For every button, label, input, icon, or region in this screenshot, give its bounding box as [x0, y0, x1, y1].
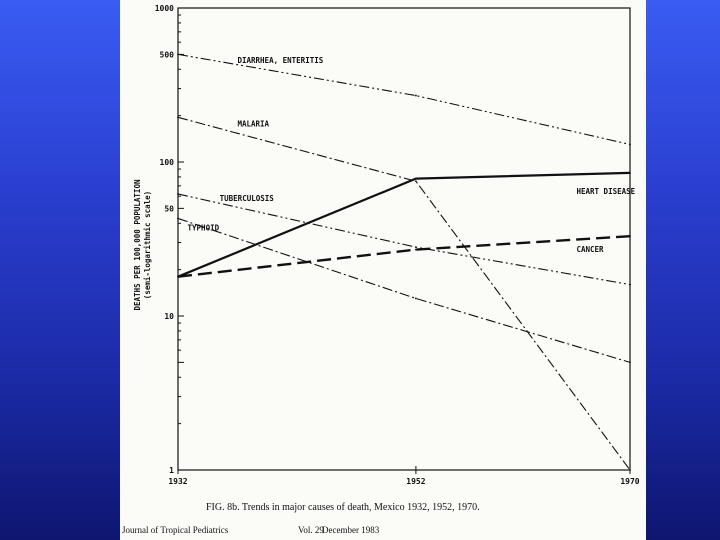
- x-tick-label: 1932: [168, 477, 188, 486]
- y-axis-label-line1: DEATHS PER 100,000 POPULATION: [133, 179, 142, 311]
- data-point-cancer: [415, 249, 417, 251]
- data-point-diarrhea-enteritis: [629, 144, 631, 146]
- series-line-diarrhea-enteritis: [178, 54, 630, 144]
- data-point-cancer: [177, 276, 179, 278]
- data-point-tuberculosis: [177, 193, 179, 195]
- y-tick-label: 50: [164, 204, 174, 214]
- series-label-typhoid: TYPHOID: [187, 223, 220, 233]
- data-point-heart-disease: [629, 172, 631, 174]
- series-line-cancer: [178, 236, 630, 277]
- data-point-cancer: [629, 235, 631, 237]
- y-tick-label: 1000: [154, 4, 174, 13]
- data-point-typhoid: [629, 361, 631, 363]
- y-axis-label-line2: (semi-logarithmic scale): [143, 190, 152, 300]
- series-label-tuberculosis: TUBERCULOSIS: [219, 193, 274, 203]
- series-label-malaria: MALARIA: [237, 119, 270, 129]
- plot-frame: [178, 8, 630, 470]
- journal-name: Journal of Tropical Pediatrics: [122, 525, 229, 535]
- x-tick-label: 1952: [406, 477, 426, 486]
- data-point-tuberculosis: [415, 246, 417, 248]
- data-point-typhoid: [415, 298, 417, 300]
- trend-chart: [120, 0, 646, 540]
- series-label-cancer: CANCER: [576, 245, 604, 255]
- journal-volume: Vol. 29: [298, 525, 324, 535]
- x-tick-label: 1970: [620, 477, 640, 486]
- data-point-typhoid: [177, 218, 179, 220]
- journal-date: December 1983: [322, 525, 380, 535]
- y-tick-label: 1: [169, 466, 174, 475]
- data-point-malaria: [415, 180, 417, 182]
- y-tick-label: 500: [159, 50, 174, 60]
- y-tick-label: 10: [164, 312, 174, 321]
- data-point-malaria: [177, 116, 179, 118]
- data-point-tuberculosis: [629, 284, 631, 286]
- y-tick-label: 100: [159, 158, 174, 167]
- data-point-heart-disease: [415, 178, 417, 180]
- series-line-heart-disease: [178, 173, 630, 277]
- series-label-heart-disease: HEART DISEASE: [576, 186, 636, 196]
- series-line-malaria: [178, 117, 630, 470]
- figure-caption: FIG. 8b. Trends in major causes of death, Mexico 1932, 1952, 1970.: [206, 502, 480, 513]
- scanned-page: [120, 0, 646, 540]
- data-point-diarrhea-enteritis: [415, 95, 417, 97]
- data-point-diarrhea-enteritis: [177, 53, 179, 55]
- series-label-diarrhea-enteritis: DIARRHEA, ENTERITIS: [237, 55, 324, 65]
- data-point-malaria: [629, 469, 631, 471]
